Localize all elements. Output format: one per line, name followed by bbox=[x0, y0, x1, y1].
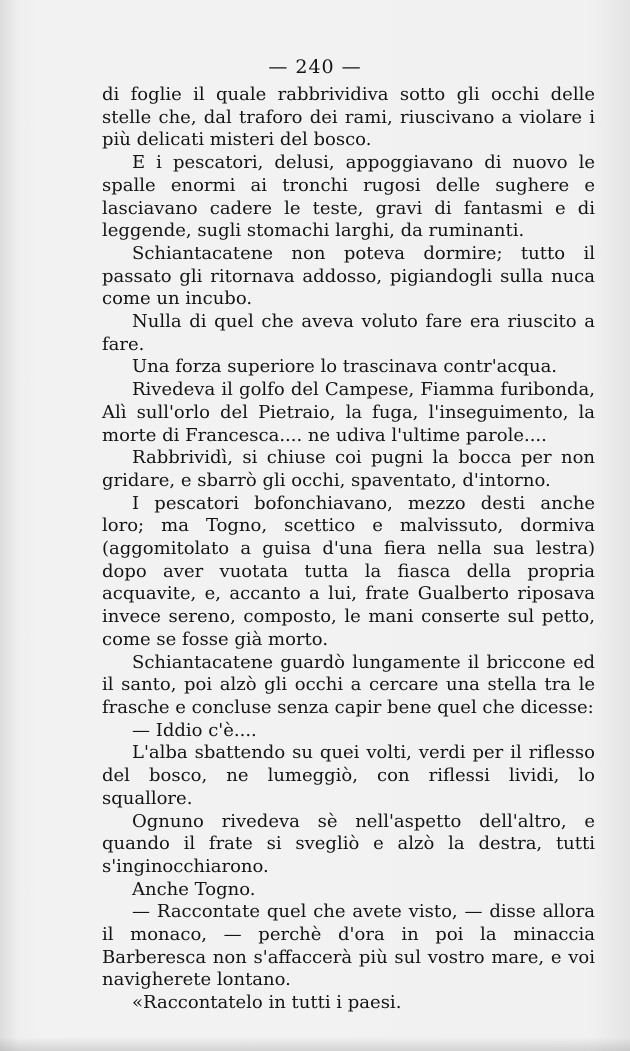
paragraph: I pescatori bofonchiavano, mezzo desti anche loro; ma Togno, scettico e malvissuto, dormiva (aggomitolato a guisa d'una fiera nella sua lestra) dopo aver vuotata tutta la fiasca della propria acquavite, e, accanto a lui, frate Gualberto riposava invece sereno, composto, le mani conserte sul petto, come se fosse già morto. bbox=[102, 492, 595, 650]
paragraph: Rivedeva il golfo del Campese, Fiamma furibonda, Alì sull'orlo del Pietraio, la fuga, l'inseguimento, la morte di Francesca.... ne udiva l'ultime parole.... bbox=[102, 379, 595, 446]
paragraph: Schiantacatene non poteva dormire; tutto il passato gli ritornava addosso, pigiandogli sulla nuca come un incubo. bbox=[102, 242, 595, 310]
page-bottom-edge bbox=[0, 1037, 630, 1051]
paragraph: «Raccontatelo in tutti i paesi. bbox=[132, 992, 402, 1014]
paragraph: di foglie il quale rabbrividiva sotto gli occhi delle stelle che, dal traforo dei rami, riuscivano a violare i più delicati misteri del bosco. bbox=[102, 84, 595, 151]
paragraph: E i pescatori, delusi, appoggiavano di nuovo le spalle enormi ai tronchi rugosi delle sughere e lasciavano cadere le teste, gravi di fantasmi e di leggende, sugli stomachi larghi, da ruminanti. bbox=[102, 152, 595, 242]
paragraph: Nulla di quel che aveva voluto fare era riuscito a fare. bbox=[102, 311, 595, 355]
paragraph: L'alba sbattendo su quei volti, verdi per il riflesso del bosco, ne lumeggiò, con riflessi lividi, lo squallore. bbox=[102, 742, 595, 809]
paragraph: Ognuno rivedeva sè nell'aspetto dell'altro, e quando il frate si svegliò e alzò la destra, tutti s'inginocchiarono. bbox=[102, 810, 595, 877]
paragraph: — Raccontate quel che avete visto, — disse allora il monaco, — perchè d'ora in poi la minaccia Barberesca non s'affaccerà più sul vostro mare, e voi navigherete lontano. bbox=[102, 901, 595, 991]
paragraph: Anche Togno. bbox=[132, 878, 256, 900]
paragraph: Schiantacatene guardò lungamente il briccone ed il santo, poi alzò gli occhi a cercare una stella tra le frasche e concluse senza capir bene quel che dicesse: bbox=[102, 651, 595, 718]
page-text bbox=[102, 84, 595, 1015]
paragraph: Una forza superiore lo trascinava contr'acqua. bbox=[132, 356, 558, 378]
page-number: — 240 — bbox=[268, 56, 362, 78]
paragraph: — Iddio c'è.... bbox=[132, 719, 257, 741]
paragraph: Rabbrividì, si chiuse coi pugni la bocca per non gridare, e sbarrò gli occhi, spaventato, d'intorno. bbox=[102, 447, 595, 491]
